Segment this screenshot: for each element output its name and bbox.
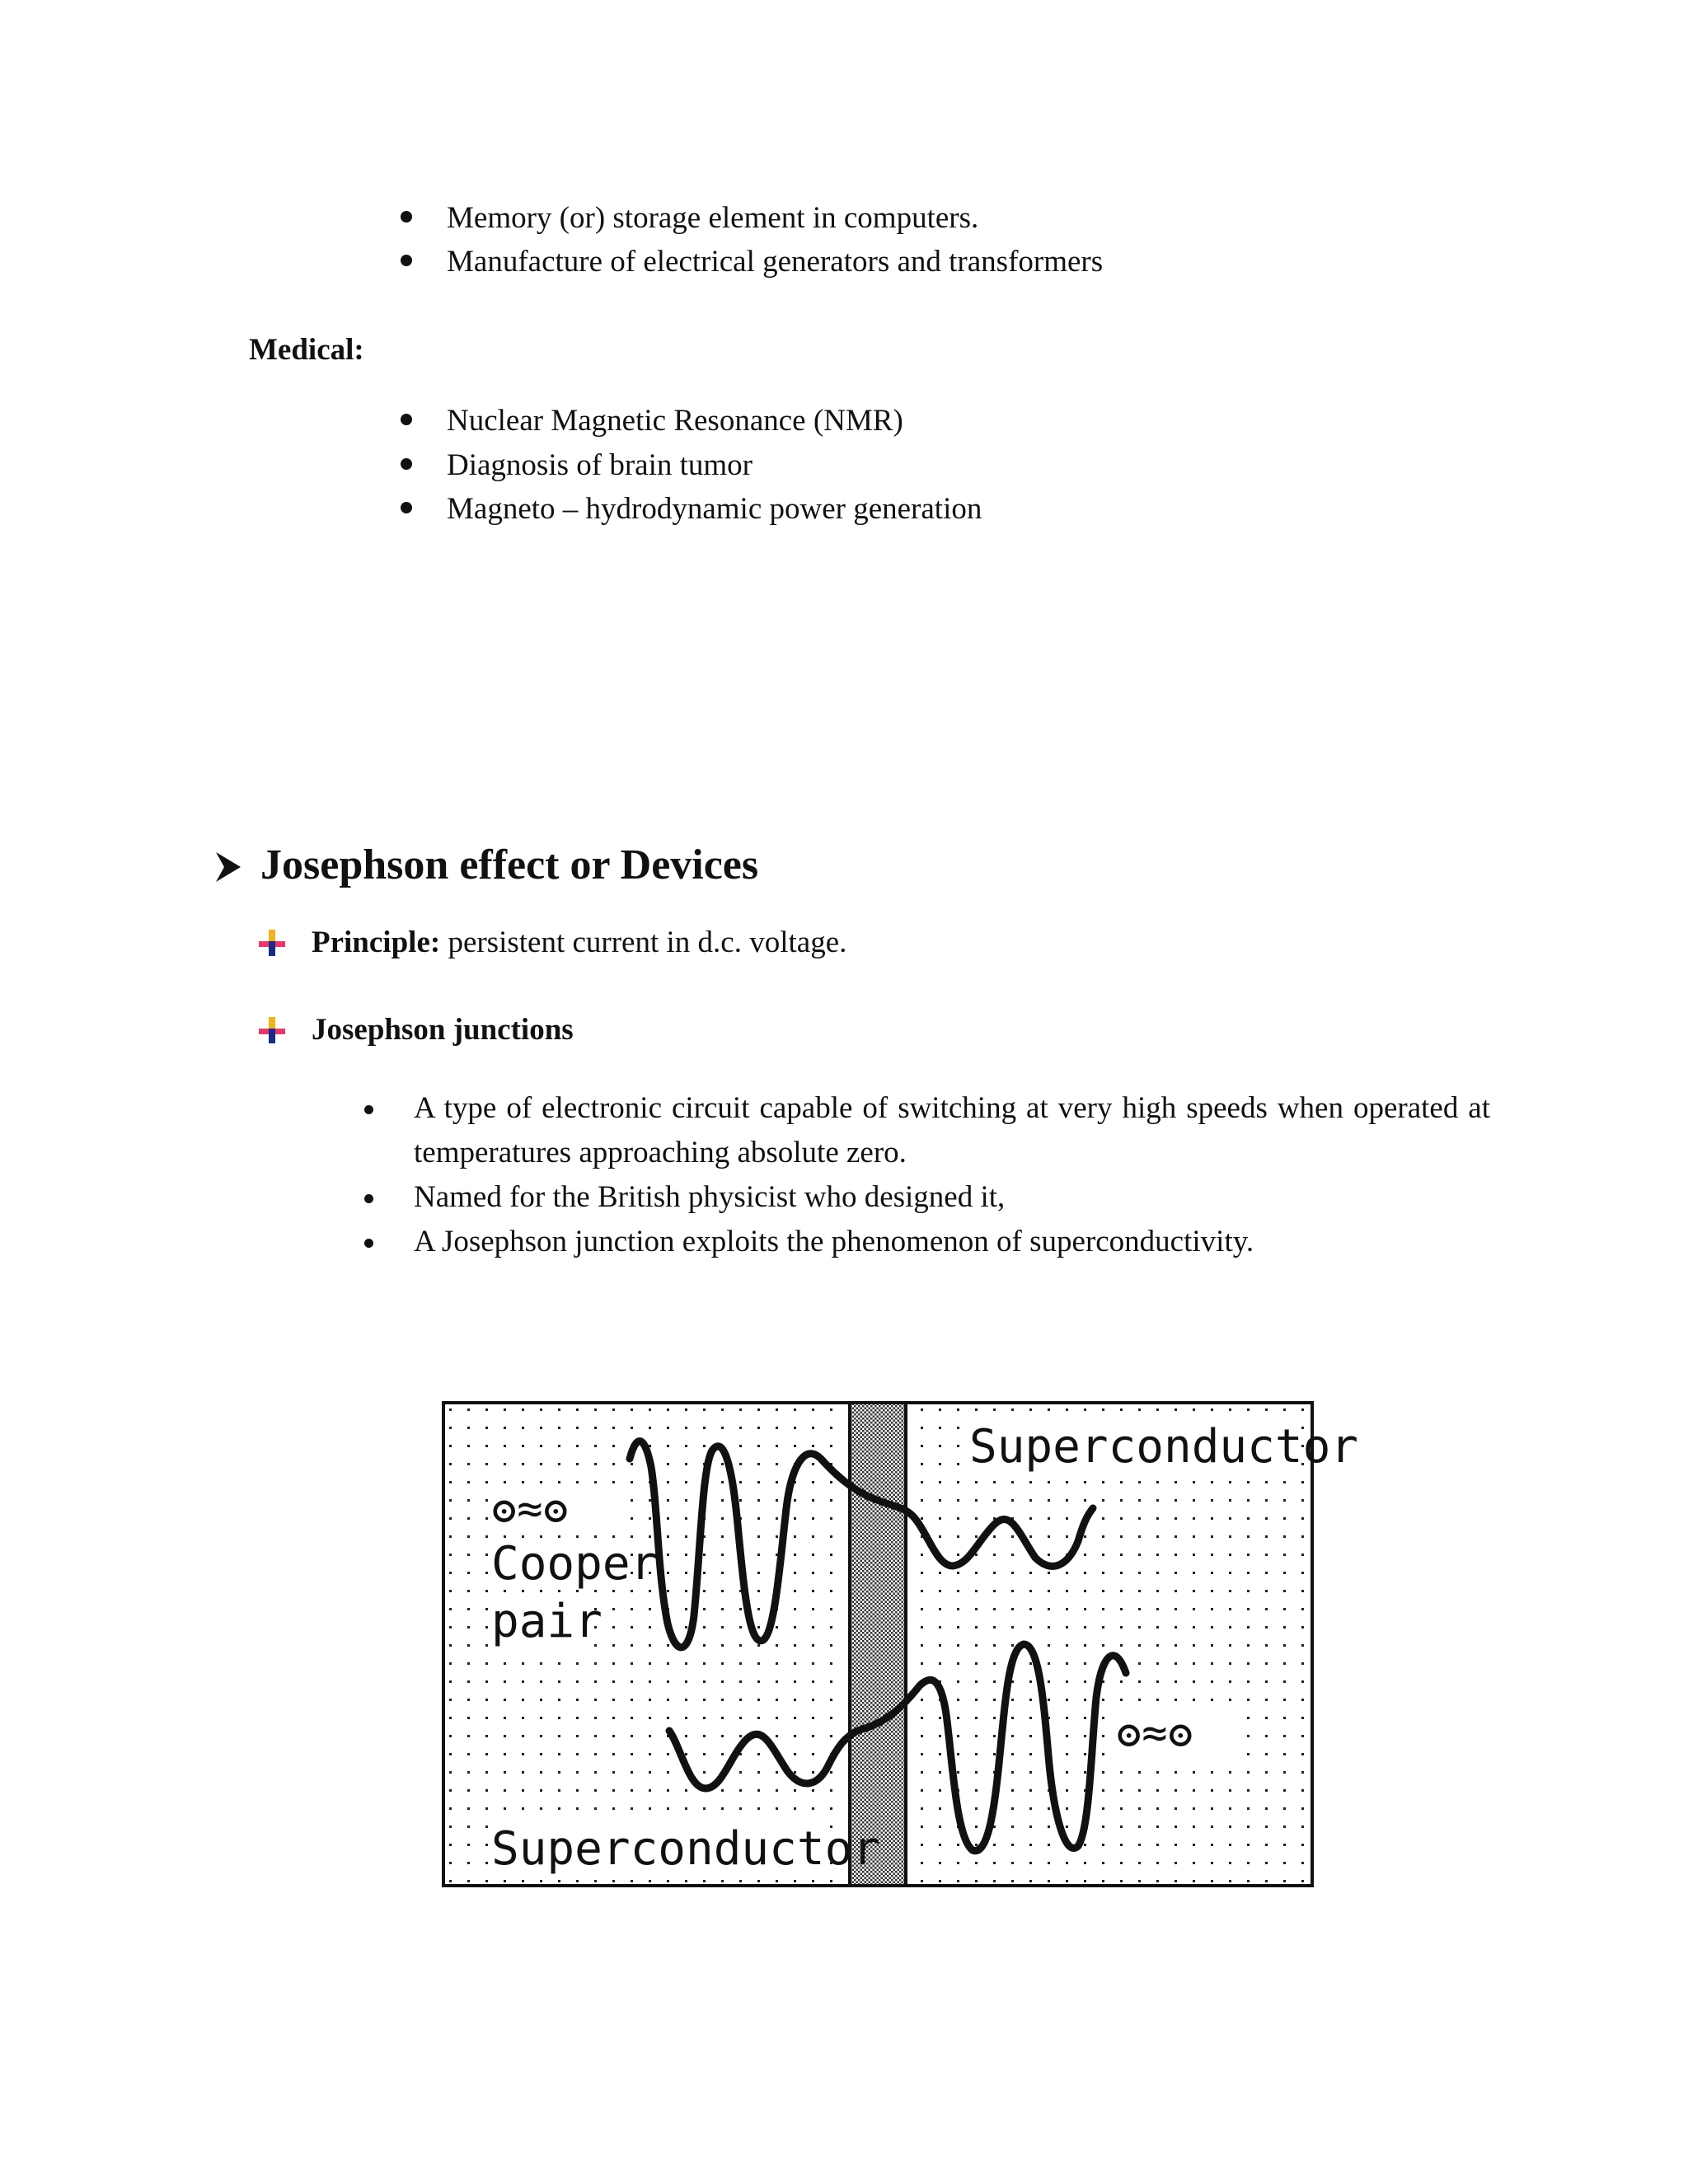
bullet-icon	[401, 211, 412, 223]
arrow-bullet-icon	[213, 849, 246, 885]
list-item: Memory (or) storage element in computers.	[447, 201, 979, 235]
list-item: Nuclear Magnetic Resonance (NMR)	[447, 404, 903, 438]
principle-text: persistent current in d.c. voltage.	[440, 926, 847, 959]
bullet-icon	[401, 458, 412, 470]
cooper-pair-symbol: ʘ≈ʘ	[491, 1484, 569, 1534]
section-heading: Josephson effect or Devices	[260, 841, 759, 888]
list-item: Named for the British physicist who designed it,	[414, 1180, 1006, 1214]
medical-heading: Medical:	[249, 333, 364, 367]
cooper-pair-symbol-right: ʘ≈ʘ	[1116, 1708, 1193, 1758]
cross-bullet-icon	[257, 928, 287, 958]
principle-line	[312, 921, 846, 965]
bullet-icon	[401, 414, 412, 425]
bullet-icon	[401, 255, 412, 266]
bullet-icon	[364, 1239, 373, 1248]
insulating-barrier	[850, 1404, 906, 1884]
bullet-icon	[364, 1105, 373, 1114]
subsection-heading: Josephson junctions	[312, 1013, 574, 1047]
bullet-icon	[401, 502, 412, 513]
cooper-label: Cooper	[491, 1537, 659, 1591]
list-item: Magneto – hydrodynamic power generation	[447, 492, 982, 526]
list-item: A Josephson junction exploits the phenomenon of superconductivity.	[414, 1225, 1254, 1258]
superconductor-label-top: Superconductor	[969, 1420, 1359, 1474]
pair-label: pair	[491, 1595, 603, 1648]
list-item: A type of electronic circuit capable of switching at very high speeds when operated at temperatures approaching absolute zero.	[414, 1091, 1490, 1169]
list-item: Diagnosis of brain tumor	[447, 448, 753, 482]
cross-bullet-icon	[257, 1015, 287, 1045]
josephson-junction-diagram	[442, 1401, 1359, 1887]
superconductor-label-bottom: Superconductor	[491, 1822, 881, 1876]
list-item: Manufacture of electrical generators and transformers	[447, 245, 1104, 279]
bullet-icon	[364, 1194, 373, 1203]
principle-label: Principle:	[312, 926, 441, 959]
